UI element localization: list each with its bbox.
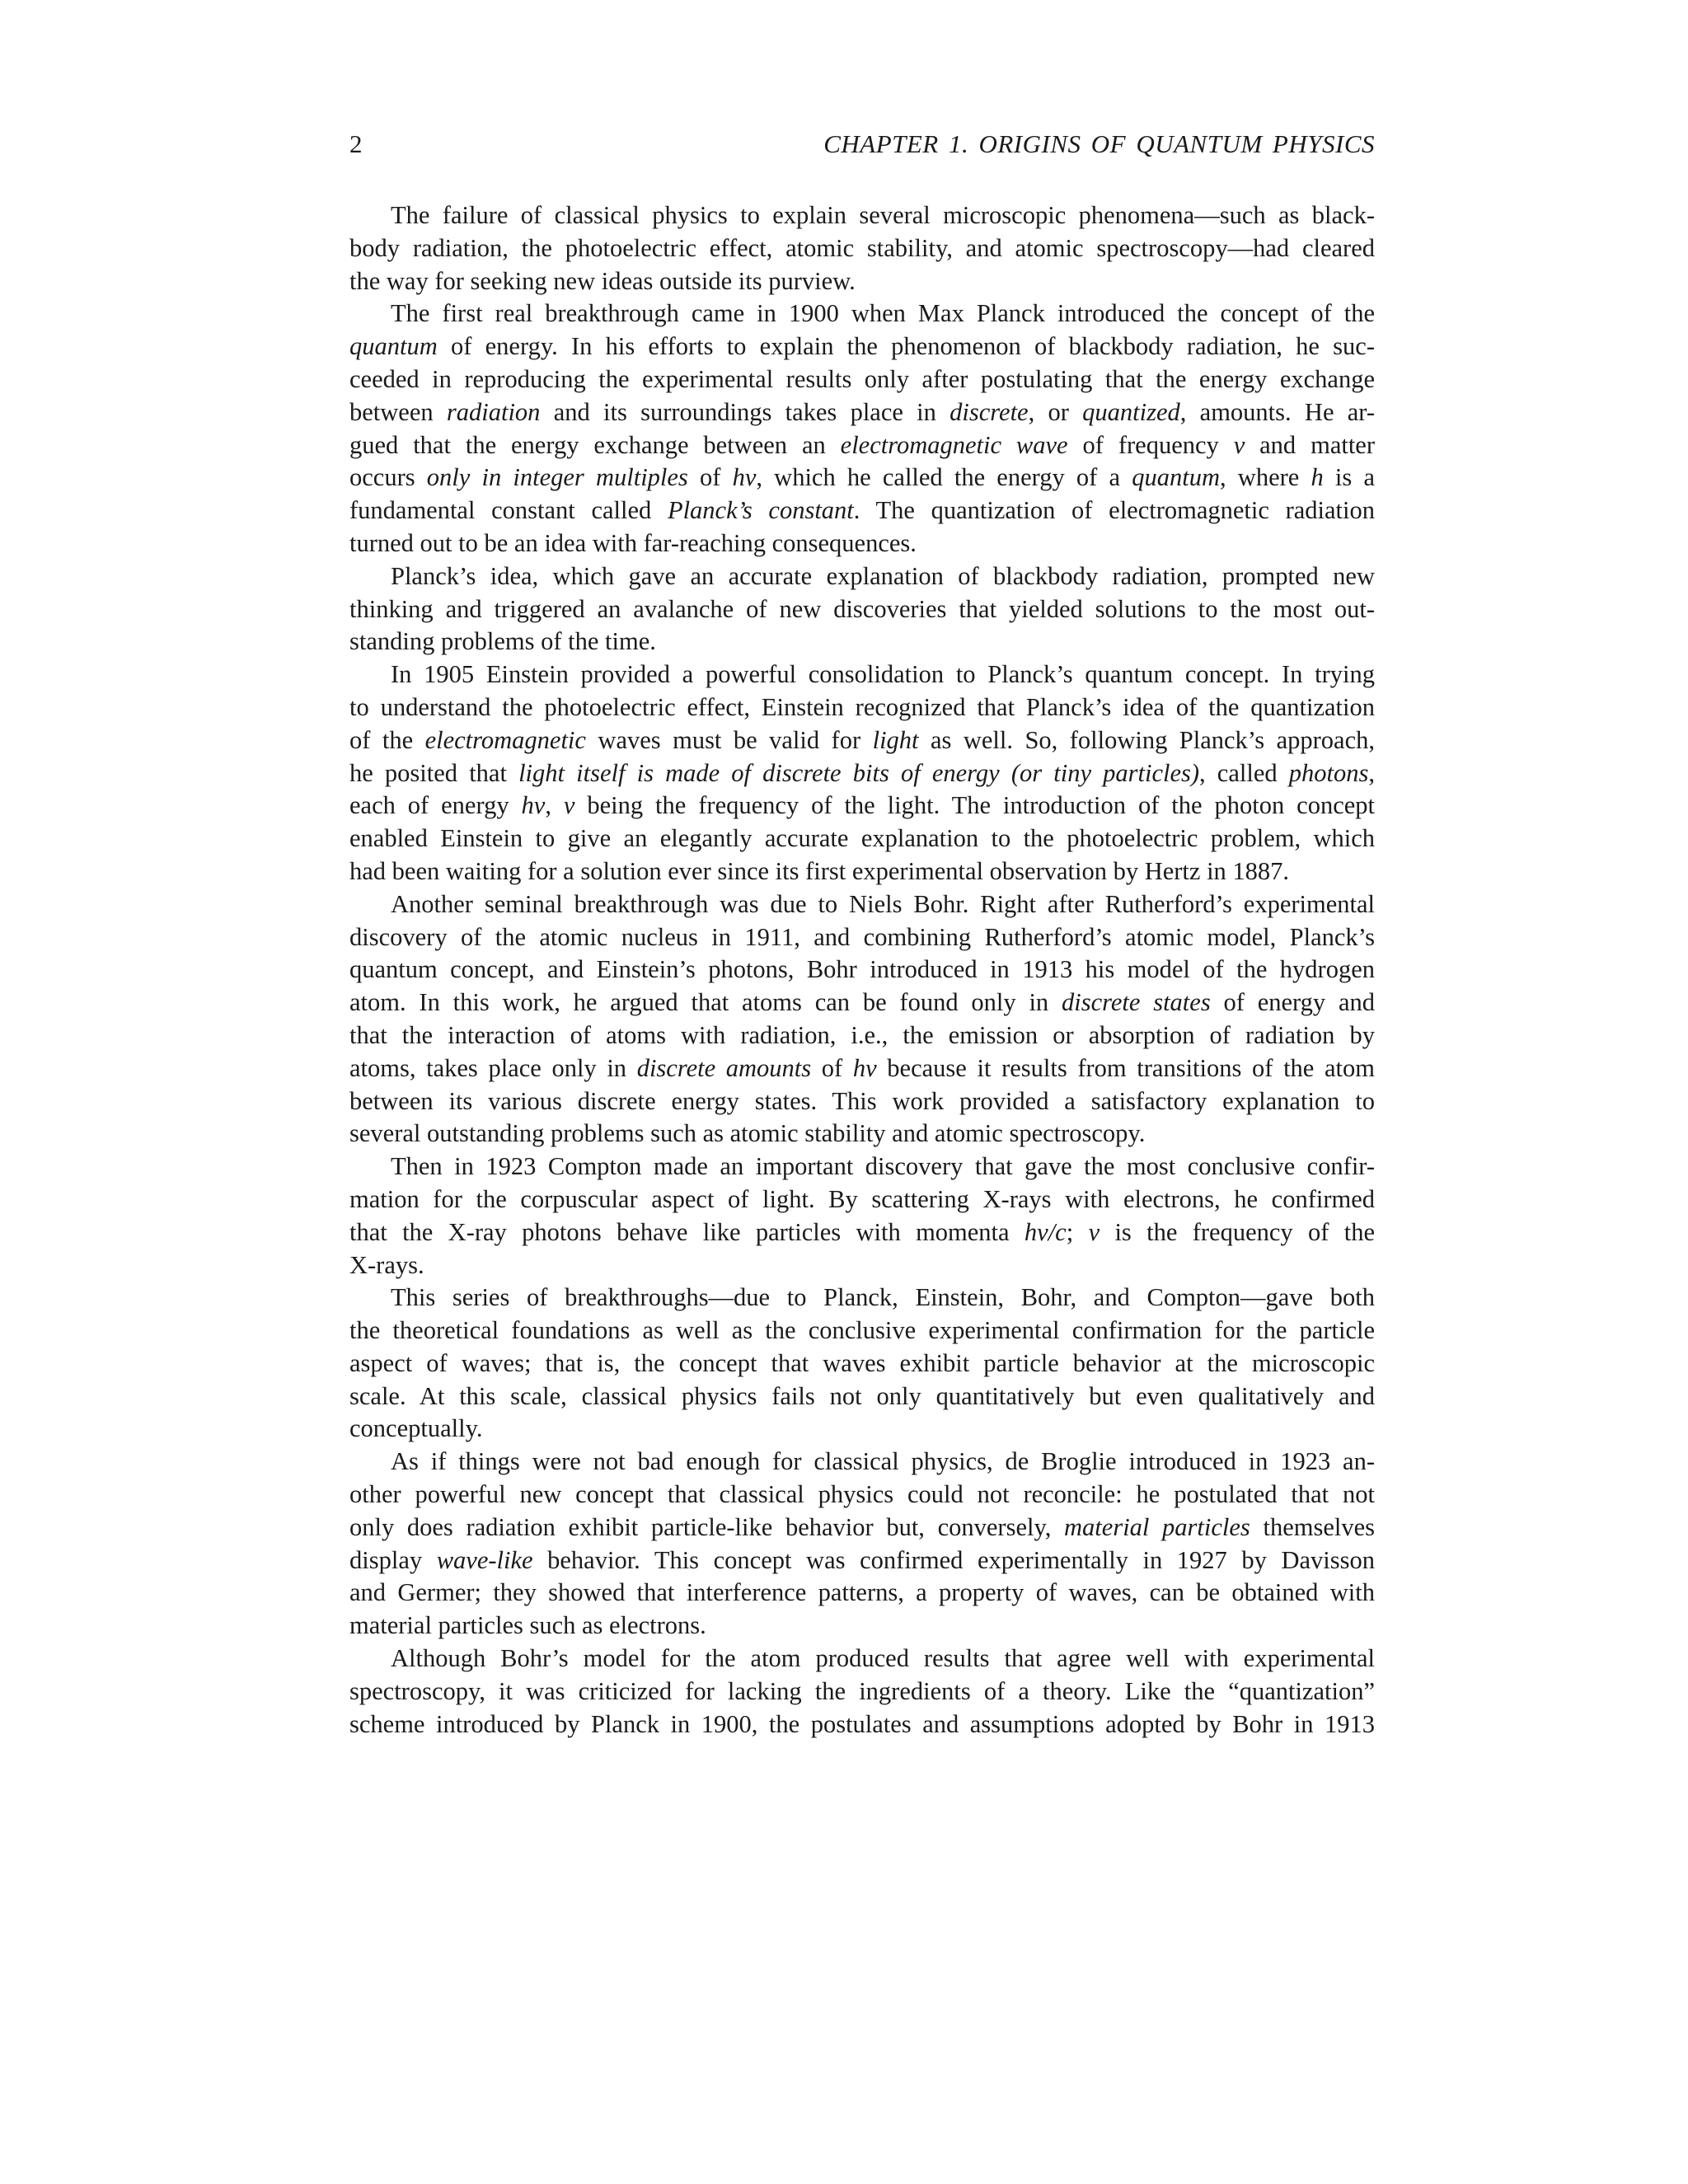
text-line bbox=[349, 1216, 1375, 1249]
text-run: turned out to be an idea with far-reaching consequences. bbox=[349, 528, 917, 557]
italic-text: electromagnetic bbox=[424, 725, 586, 754]
text-run: each of energy bbox=[349, 791, 522, 820]
text-run: is a bbox=[1323, 463, 1375, 492]
italic-text: ν bbox=[1233, 430, 1245, 459]
text-run: spectroscopy, it was criticized for lacking the ingredients of a theory. Like the “quantization” bbox=[349, 1676, 1375, 1705]
text-run: fundamental constant called bbox=[349, 496, 668, 525]
text-run: The failure of classical physics to explain several microscopic phenomena—such as black- bbox=[391, 201, 1375, 229]
text-run: the way for seeking new ideas outside its purview. bbox=[349, 266, 856, 295]
text-line bbox=[349, 265, 1375, 298]
text-line bbox=[349, 823, 1375, 855]
text-run: occurs bbox=[349, 463, 427, 492]
text-run: gued that the energy exchange between an bbox=[349, 430, 841, 459]
text-run: Planck’s idea, which gave an accurate explanation of blackbody radiation, prompted new bbox=[391, 561, 1375, 590]
text-line bbox=[349, 724, 1375, 757]
text-line bbox=[349, 626, 1375, 658]
text-line bbox=[349, 658, 1375, 691]
text-run: discovery of the atomic nucleus in 1911, and combining Rutherford’s atomic model, Planck’s bbox=[349, 922, 1375, 951]
text-line bbox=[349, 232, 1375, 265]
text-line bbox=[349, 1282, 1375, 1315]
text-run: mation for the corpuscular aspect of light. By scattering X-rays with electrons, he confirmed bbox=[349, 1184, 1375, 1213]
body-text bbox=[349, 199, 1375, 1741]
text-line bbox=[349, 1511, 1375, 1544]
text-run: scheme introduced by Planck in 1900, the postulates and assumptions adopted by Bohr in 1913 bbox=[349, 1709, 1375, 1738]
text-run: , which he called the energy of a bbox=[756, 463, 1132, 492]
text-run: between its various discrete energy states. This work provided a satisfactory explanation to bbox=[349, 1086, 1375, 1115]
text-line bbox=[349, 1577, 1375, 1610]
text-line bbox=[349, 790, 1375, 823]
text-run: and its surroundings takes place in bbox=[540, 397, 950, 426]
text-run: that the interaction of atoms with radiation, i.e., the emission or absorption of radiation by bbox=[349, 1020, 1375, 1049]
text-line bbox=[349, 1052, 1375, 1085]
italic-text: light bbox=[872, 725, 919, 754]
text-run: thinking and triggered an avalanche of new discoveries that yielded solutions to the most out- bbox=[349, 594, 1375, 623]
text-run: he posited that bbox=[349, 758, 519, 787]
text-line bbox=[349, 1413, 1375, 1446]
text-line bbox=[349, 396, 1375, 429]
text-run: of energy and bbox=[1210, 988, 1375, 1017]
text-line bbox=[349, 429, 1375, 462]
italic-text: Planck’s constant bbox=[667, 496, 854, 525]
italic-text: quantum bbox=[1132, 463, 1220, 492]
text-line bbox=[349, 1675, 1375, 1708]
text-line bbox=[349, 921, 1375, 954]
page-number: 2 bbox=[349, 129, 363, 158]
paragraph bbox=[349, 1446, 1375, 1643]
text-line bbox=[349, 199, 1375, 232]
text-line bbox=[349, 855, 1375, 888]
text-line bbox=[349, 462, 1375, 494]
page-header bbox=[349, 124, 1375, 165]
text-run: atoms, takes place only in bbox=[349, 1053, 637, 1082]
italic-text: radiation bbox=[446, 397, 541, 426]
text-run: Then in 1923 Compton made an important discovery that gave the most conclusive confir- bbox=[391, 1152, 1375, 1181]
text-run: to understand the photoelectric effect, Einstein recognized that Planck’s idea of the quantization bbox=[349, 692, 1375, 721]
text-line bbox=[349, 1249, 1375, 1282]
text-run: X-rays. bbox=[349, 1250, 424, 1279]
text-run: as well. So, following Planck’s approach, bbox=[918, 725, 1376, 754]
text-line bbox=[349, 691, 1375, 724]
text-run: being the frequency of the light. The introduction of the photon concept bbox=[574, 791, 1375, 820]
text-line bbox=[349, 1610, 1375, 1643]
text-run: ; bbox=[1066, 1217, 1089, 1246]
text-run: and Germer; they showed that interference patterns, a property of waves, can be obtained with bbox=[349, 1578, 1375, 1607]
text-run: This series of breakthroughs—due to Planck, Einstein, Bohr, and Compton—gave both bbox=[391, 1283, 1375, 1312]
text-run: . The quantization of electromagnetic radiation bbox=[853, 496, 1375, 525]
text-run: conceptually. bbox=[349, 1414, 483, 1443]
text-run: atom. In this work, he argued that atoms can be found only in bbox=[349, 988, 1062, 1017]
paragraph bbox=[349, 1151, 1375, 1282]
text-run: In 1905 Einstein provided a powerful consolidation to Planck’s quantum concept. In trying bbox=[391, 660, 1375, 689]
text-run: of frequency bbox=[1067, 430, 1234, 459]
paragraph bbox=[349, 888, 1375, 1151]
text-run: , or bbox=[1028, 397, 1083, 426]
text-line bbox=[349, 1183, 1375, 1216]
text-line bbox=[349, 1347, 1375, 1380]
text-line bbox=[349, 1544, 1375, 1577]
text-run: , amounts. He ar- bbox=[1179, 397, 1375, 426]
text-line bbox=[349, 560, 1375, 593]
paragraph bbox=[349, 199, 1375, 298]
text-run: several outstanding problems such as atomic stability and atomic spectroscopy. bbox=[349, 1119, 1146, 1148]
italic-text: electromagnetic wave bbox=[840, 430, 1068, 459]
italic-text: quantized bbox=[1082, 397, 1180, 426]
text-run: other powerful new concept that classical physics could not reconcile: he postulated that not bbox=[349, 1480, 1375, 1509]
text-line bbox=[349, 1085, 1375, 1118]
text-run: of bbox=[687, 463, 733, 492]
italic-text: discrete states bbox=[1061, 988, 1211, 1017]
paragraph bbox=[349, 1643, 1375, 1741]
text-line bbox=[349, 1380, 1375, 1413]
italic-text: photons bbox=[1288, 758, 1369, 787]
text-run: enabled Einstein to give an elegantly accurate explanation to the photoelectric problem, which bbox=[349, 824, 1375, 853]
italic-text: only in integer multiples bbox=[426, 463, 688, 492]
text-run: aspect of waves; that is, the concept that waves exhibit particle behavior at the microscopic bbox=[349, 1348, 1375, 1377]
text-run: As if things were not bad enough for classical physics, de Broglie introduced in 1923 an- bbox=[391, 1447, 1375, 1476]
text-line bbox=[349, 593, 1375, 626]
italic-text: discrete bbox=[950, 397, 1029, 426]
paragraph bbox=[349, 560, 1375, 658]
text-line bbox=[349, 1479, 1375, 1511]
text-run: , bbox=[545, 791, 564, 820]
text-run: ceeded in reproducing the experimental results only after postulating that the energy exchange bbox=[349, 364, 1375, 393]
text-run: themselves bbox=[1250, 1512, 1375, 1541]
text-line bbox=[349, 1315, 1375, 1347]
text-run: body radiation, the photoelectric effect, atomic stability, and atomic spectroscopy—had cleared bbox=[349, 233, 1375, 262]
text-run: had been waiting for a solution ever since its first experimental observation by Hertz in 1887. bbox=[349, 856, 1290, 885]
text-line bbox=[349, 954, 1375, 987]
italic-text: quantum bbox=[349, 332, 438, 361]
text-run: quantum concept, and Einstein’s photons, Bohr introduced in 1913 his model of the hydrogen bbox=[349, 955, 1375, 984]
text-line bbox=[349, 494, 1375, 527]
italic-text: hν bbox=[521, 791, 546, 820]
text-line bbox=[349, 888, 1375, 921]
italic-text: ν bbox=[563, 791, 575, 820]
text-run: , where bbox=[1219, 463, 1311, 492]
text-run: standing problems of the time. bbox=[349, 627, 656, 656]
text-run: because it results from transitions of the atom bbox=[876, 1053, 1375, 1082]
italic-text: hν/c bbox=[1024, 1217, 1067, 1246]
text-run: that the X-ray photons behave like particles with momenta bbox=[349, 1217, 1025, 1246]
text-run: display bbox=[349, 1545, 437, 1574]
text-run: between bbox=[349, 397, 447, 426]
text-run: of the bbox=[349, 725, 425, 754]
text-run: , called bbox=[1199, 758, 1289, 787]
italic-text: ν bbox=[1088, 1217, 1100, 1246]
text-run: the theoretical foundations as well as the conclusive experimental confirmation for the particle bbox=[349, 1316, 1375, 1345]
italic-text: hν bbox=[852, 1053, 877, 1082]
paragraph bbox=[349, 298, 1375, 560]
italic-text: light itself is made of discrete bits of energy (or tiny particles) bbox=[518, 758, 1200, 787]
text-line bbox=[349, 1019, 1375, 1052]
text-line bbox=[349, 527, 1375, 560]
text-run: and matter bbox=[1245, 430, 1376, 459]
text-run: of bbox=[811, 1053, 853, 1082]
text-run: of energy. In his efforts to explain the phenomenon of blackbody radiation, he suc- bbox=[437, 332, 1375, 361]
paragraph bbox=[349, 658, 1375, 888]
text-line bbox=[349, 1151, 1375, 1183]
italic-text: discrete amounts bbox=[636, 1053, 812, 1082]
text-run: The first real breakthrough came in 1900 when Max Planck introduced the concept of the bbox=[391, 299, 1375, 328]
text-run: only does radiation exhibit particle-like behavior but, conversely, bbox=[349, 1512, 1065, 1541]
italic-text: material particles bbox=[1064, 1512, 1250, 1541]
text-run: Another seminal breakthrough was due to Niels Bohr. Right after Rutherford’s experimental bbox=[391, 889, 1375, 918]
text-run: behavior. This concept was confirmed experimentally in 1927 by Davisson bbox=[532, 1545, 1376, 1574]
italic-text: hν bbox=[732, 463, 757, 492]
text-line bbox=[349, 298, 1375, 330]
text-run: waves must be valid for bbox=[585, 725, 873, 754]
text-run: , bbox=[1368, 758, 1375, 787]
text-run: material particles such as electrons. bbox=[349, 1611, 706, 1640]
italic-text: h bbox=[1311, 463, 1324, 492]
text-run: Although Bohr’s model for the atom produced results that agree well with experimental bbox=[391, 1644, 1375, 1673]
text-run: scale. At this scale, classical physics fails not only quantitatively but even qualitatively and bbox=[349, 1381, 1375, 1410]
italic-text: wave-like bbox=[436, 1545, 533, 1574]
text-run: is the frequency of the bbox=[1100, 1217, 1376, 1246]
text-line bbox=[349, 1708, 1375, 1741]
text-line bbox=[349, 757, 1375, 790]
text-line bbox=[349, 363, 1375, 396]
running-head: CHAPTER 1. ORIGINS OF QUANTUM PHYSICS bbox=[823, 129, 1375, 158]
text-line bbox=[349, 987, 1375, 1019]
text-line bbox=[349, 1643, 1375, 1675]
paragraph bbox=[349, 1282, 1375, 1446]
text-line bbox=[349, 330, 1375, 363]
text-line bbox=[349, 1118, 1375, 1151]
text-line bbox=[349, 1446, 1375, 1479]
